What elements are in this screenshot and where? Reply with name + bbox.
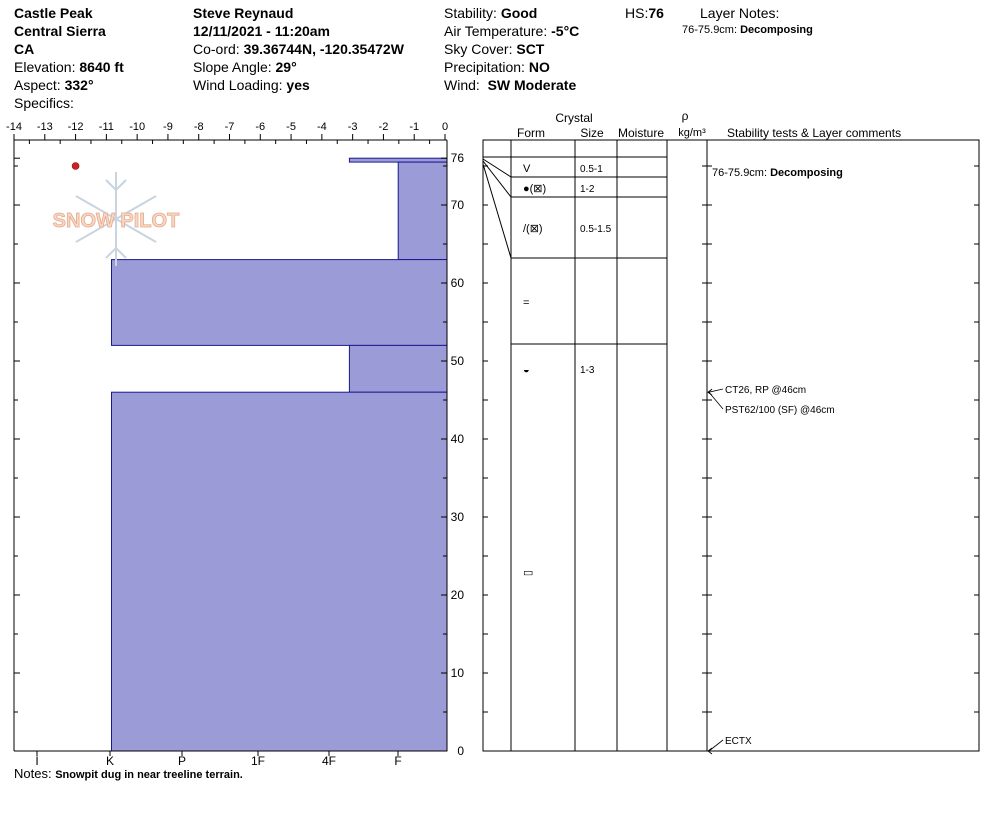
hardness-layer [349,345,447,392]
svg-text:76-75.9cm: Decomposing [712,167,843,179]
hardness-layer [349,158,447,162]
temp-tick-label: -9 [163,121,173,133]
temp-tick-label: -13 [36,121,53,133]
specifics-label: Specifics: [14,95,74,111]
stability-test-label: ECTX [725,736,752,747]
sky-label: Sky Cover: [444,41,513,57]
hardness-tick-label: K [105,754,115,768]
hs-label: HS: [625,5,649,21]
height-tick-label: 70 [450,198,464,212]
crystal-form-symbol: /(⊠) [523,223,543,235]
wind-value: SW Moderate [487,77,577,93]
crystal-size: 1-3 [580,365,595,376]
layer-comment-range: 76-75.9cm: [712,167,768,179]
crystal-form-symbol: = [523,297,530,309]
hardness-tick-label: F [394,754,402,768]
temp-tick-label: -12 [67,121,84,133]
notes [14,766,243,781]
notes-text: Snowpit dug in near treeline terrain. [55,769,243,781]
layer-comment-text: Decomposing [770,167,843,179]
temp-tick-label: -11 [98,121,114,133]
stability-test-pointer [709,740,723,751]
temp-tick-label: -7 [224,121,235,133]
slope-label: Slope Angle: [193,59,272,75]
state-name: CA [14,41,35,57]
air-temp-label: Air Temperature: [444,23,548,39]
crystal-size: 0.5-1 [580,164,603,175]
crystal-form-symbol: ●(⊠) [523,183,547,195]
wind-loading-value: yes [286,77,310,93]
temp-tick-label: -6 [255,121,266,133]
layer-note-range: 76-75.9cm: [682,24,738,36]
layer-note-text: Decomposing [740,24,813,36]
stability-value: Good [500,5,538,21]
temp-tick-label: -4 [316,121,327,133]
stability-test-labels [708,385,835,754]
elevation-label: Elevation: [14,59,76,75]
sky-value: SCT [516,41,545,57]
crystal-size: 1-2 [580,184,595,195]
height-tick-label: 40 [450,432,464,446]
hardness-layers [112,158,448,751]
location-name: Castle Peak [14,5,93,21]
temp-tick-label: 0 [441,121,449,133]
hardness-tick-label: I [35,754,39,768]
height-tick-label: 20 [450,588,464,602]
snowpilot-logo [53,172,180,266]
crystal-form-symbol: ▭ [523,567,534,579]
temp-tick-label: -10 [129,121,146,133]
stability-test-label: CT26, RP @46cm [725,385,807,396]
height-tick-label: 60 [450,276,464,290]
slope-value: 29° [275,59,297,75]
height-tick-label: 10 [450,666,464,680]
hs-value: 76 [648,5,664,21]
temp-tick-label: -3 [347,121,358,133]
hardness-layer [112,392,448,751]
crystal-form-symbol: V [523,163,531,175]
layer-comment [712,167,843,179]
temperature-point [72,163,79,170]
hardness-layer [398,162,447,260]
layer-notes-label: Layer Notes: [700,5,780,21]
temp-tick-label: -8 [193,121,204,133]
temp-tick-label: -5 [286,121,296,133]
form-header: Form [517,126,545,140]
comments-header: Stability tests & Layer comments [727,126,902,140]
height-tick-label: 50 [450,354,464,368]
precip-value: NO [528,59,550,75]
height-tick-label: 30 [450,510,464,524]
crystal-size: 0.5-1.5 [580,224,612,235]
crystal-rows [523,163,612,579]
temp-tick-label: -1 [409,121,420,133]
wind-loading-label: Wind Loading: [193,77,283,93]
crystal-header: Crystal [555,111,593,125]
hardness-layer [112,260,448,346]
coord-value: 39.36744N, -120.35472W [243,41,404,57]
aspect-value: 332° [64,77,94,93]
elevation-value: 8640 ft [79,59,124,75]
table-frame [483,140,979,751]
hardness-tick-label: P [177,754,187,768]
wind-label: Wind: [444,77,480,93]
temp-tick-label: -2 [378,121,389,133]
air-temp-value: -5°C [551,23,580,39]
notes-label: Notes: [14,766,52,781]
snowpilot-logo-text: SNOW PILOT [52,210,180,232]
size-header: Size [580,126,604,140]
density-unit-header: kg/m³ [678,127,706,139]
layer-table [483,109,979,751]
stability-test-label: PST62/100 (SF) @46cm [725,405,835,416]
temp-tick-label: -14 [6,121,22,133]
height-tick-label: 76 [450,151,464,166]
stability-label: Stability: [444,5,497,21]
rho-header: ρ [681,109,689,123]
precip-label: Precipitation: [444,59,525,75]
aspect-label: Aspect: [14,77,61,93]
range-name: Central Sierra [14,23,106,39]
hardness-tick-label: 4F [321,754,337,768]
layer-connector-line [483,159,511,177]
observer-name: Steve Reynaud [193,5,294,21]
hardness-tick-label: 1F [250,754,266,768]
observation-datetime: 12/11/2021 - 11:20am [193,23,331,39]
crystal-form-symbol: ◒ [523,364,530,376]
moisture-header: Moisture [617,126,665,140]
height-tick-label: 0 [457,744,464,758]
coord-label: Co-ord: [193,41,240,57]
